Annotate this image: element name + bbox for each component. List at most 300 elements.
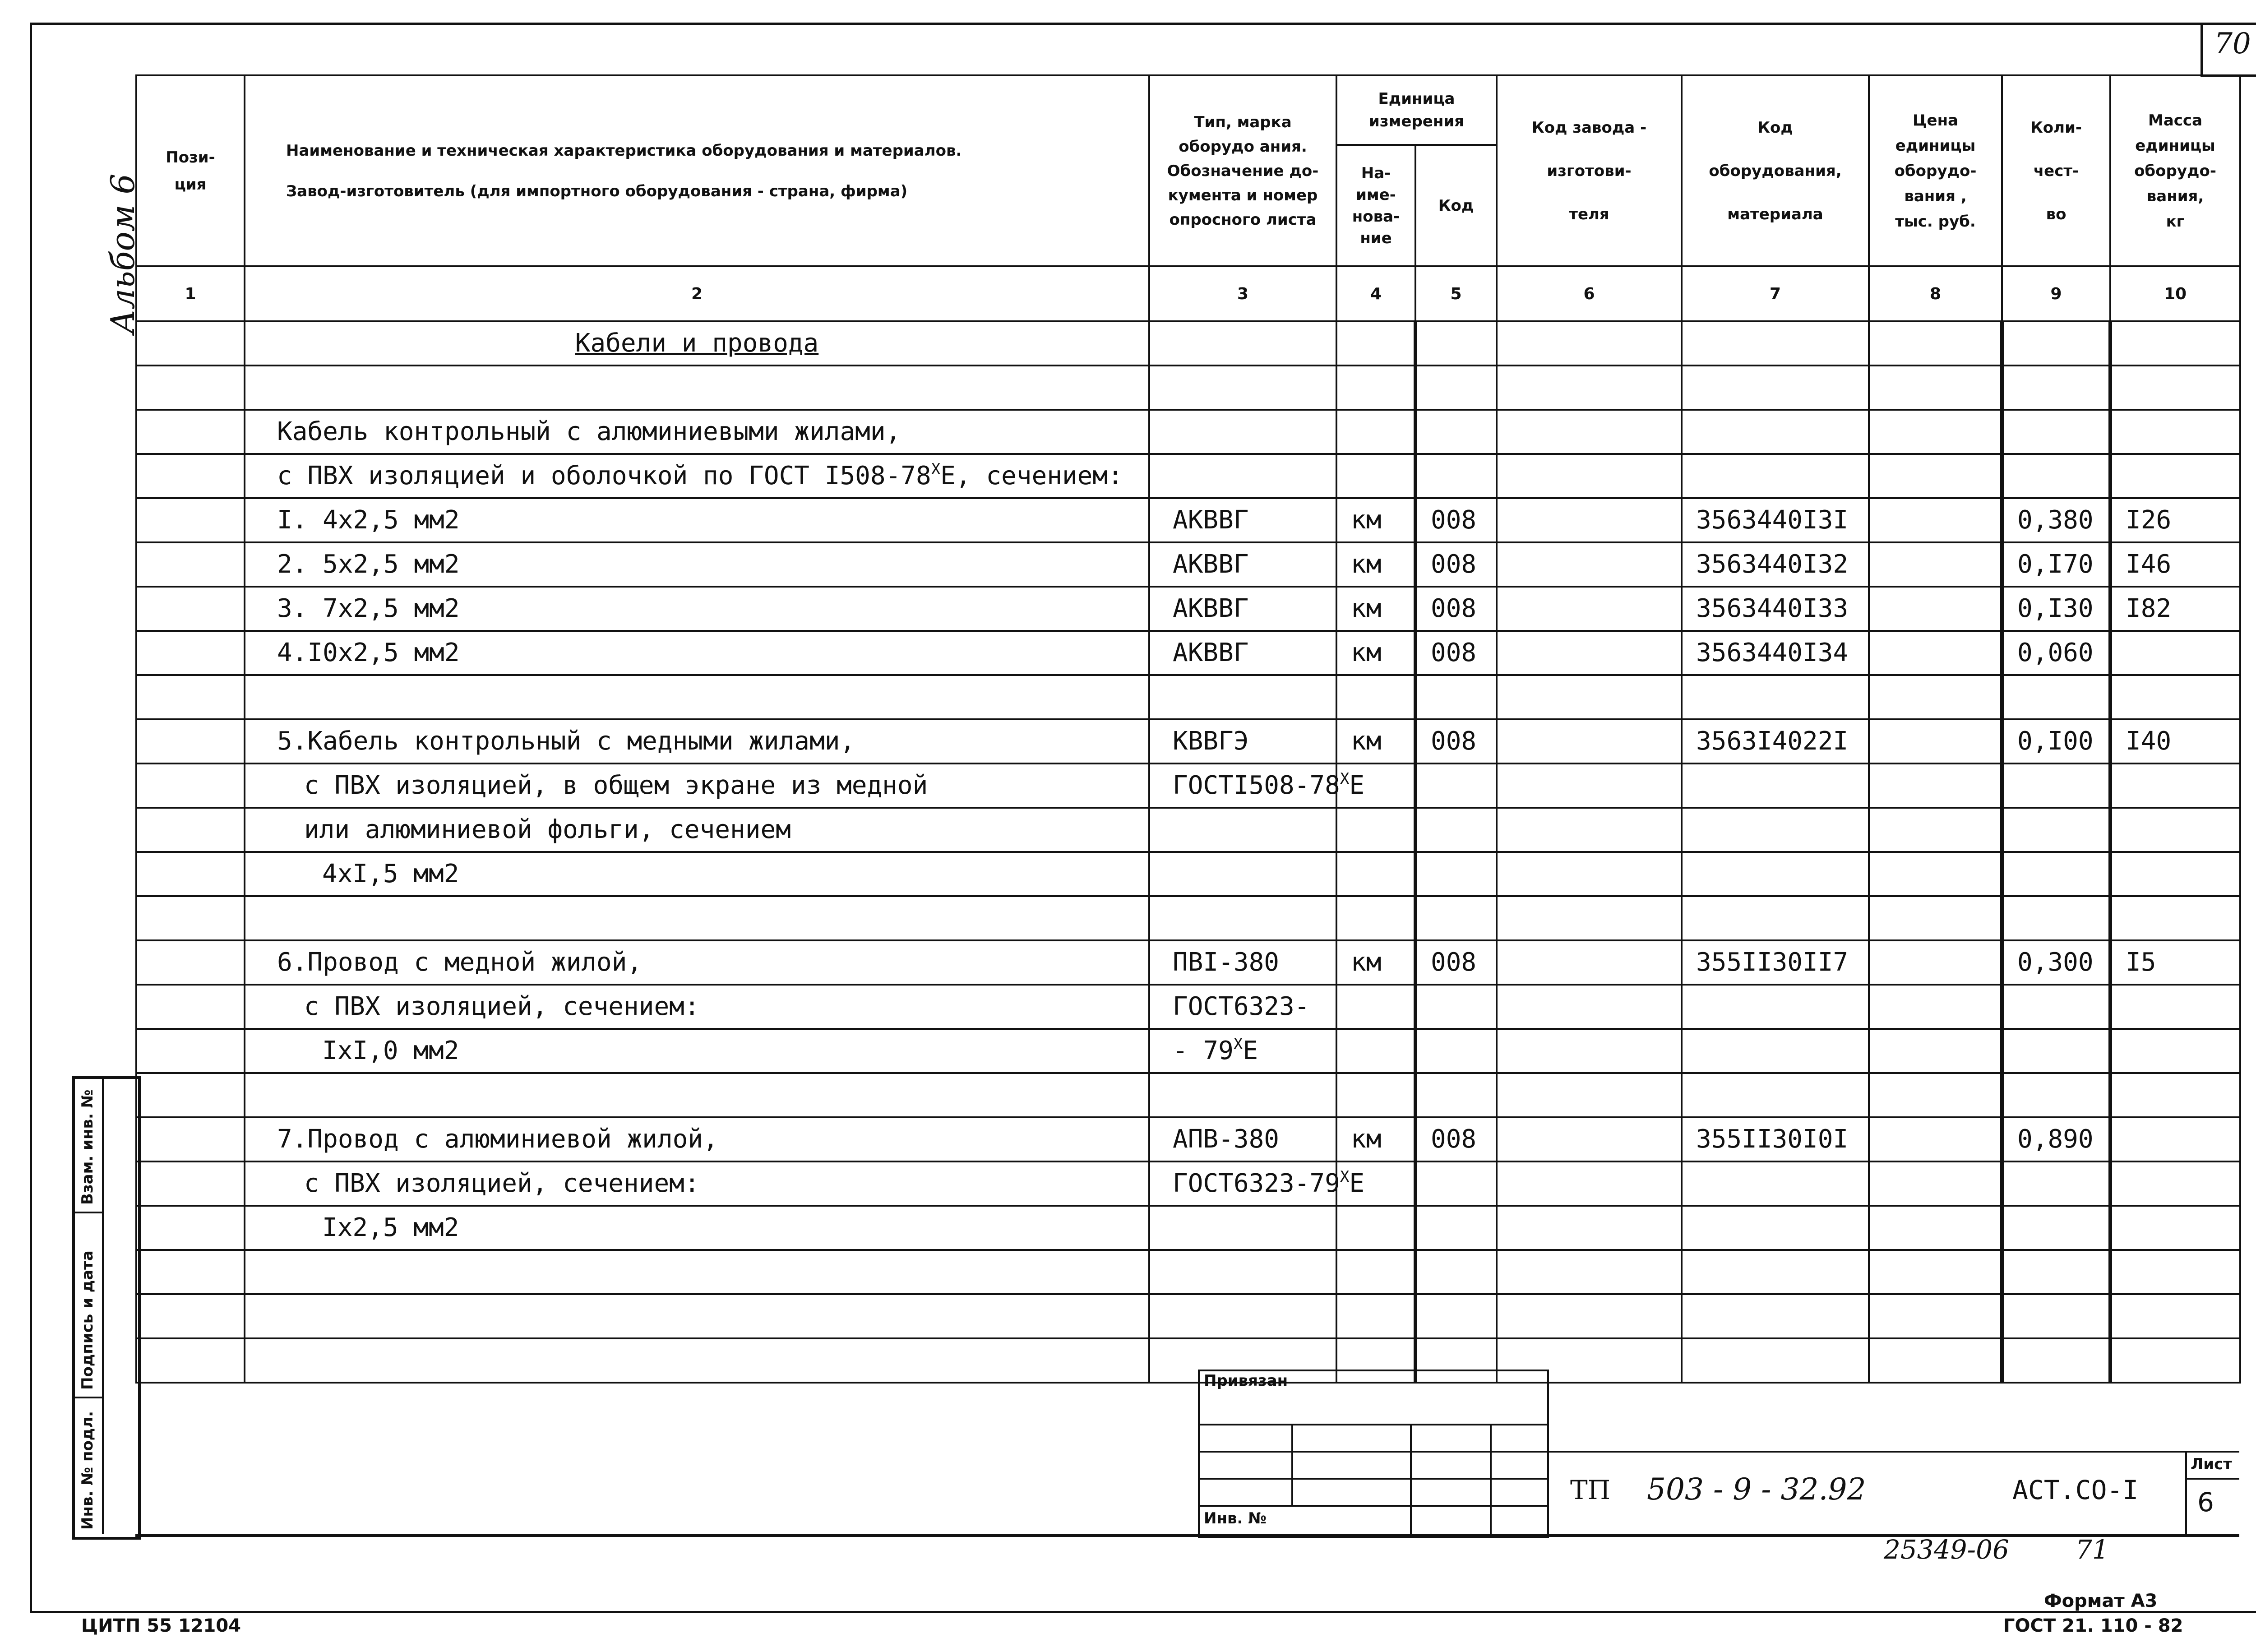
price-cell	[1869, 719, 2002, 764]
mass-cell: I5	[2110, 940, 2240, 985]
equipment-code-cell	[1682, 985, 1869, 1029]
unit-code-cell	[1415, 764, 1497, 808]
name-cell: 7.Провод с алюминиевой жилой,	[245, 1117, 1149, 1161]
tp-label: ТП	[1570, 1475, 1611, 1505]
quantity-cell	[2002, 852, 2110, 896]
position-cell	[136, 1206, 245, 1250]
price-cell	[1869, 985, 2002, 1029]
column-number: 5	[1415, 266, 1497, 321]
quantity-cell: 0,I70	[2002, 542, 2110, 587]
equipment-code-cell: 3563440I34	[1682, 631, 1869, 675]
unit-code-cell	[1415, 1294, 1497, 1338]
mass-cell	[2110, 321, 2240, 366]
unit-cell	[1336, 808, 1415, 852]
unit-code-cell	[1415, 1029, 1497, 1073]
column-numbers-row	[136, 266, 2240, 321]
name-cell	[245, 1250, 1149, 1294]
unit-code-cell	[1415, 896, 1497, 940]
table-row	[136, 410, 2240, 454]
quantity-cell	[2002, 454, 2110, 498]
price-cell	[1869, 896, 2002, 940]
quantity-cell	[2002, 675, 2110, 719]
quantity-cell: 0,890	[2002, 1117, 2110, 1161]
header-unit-code: Код	[1415, 145, 1497, 266]
name-cell	[245, 896, 1149, 940]
header-position: Пози- ция	[136, 75, 245, 266]
price-cell	[1869, 1294, 2002, 1338]
header-type: Тип, марка оборудо ания. Обозначение до- кумента и номер опросного листа	[1149, 75, 1336, 266]
album-label: Альбом 6	[104, 173, 142, 334]
equipment-code-cell	[1682, 1073, 1869, 1117]
quantity-cell: 0,I00	[2002, 719, 2110, 764]
privyazan-hline4	[1198, 1505, 1547, 1507]
table-row	[136, 852, 2240, 896]
unit-code-cell: 008	[1415, 631, 1497, 675]
mass-cell: I26	[2110, 498, 2240, 542]
equipment-code-cell	[1682, 1294, 1869, 1338]
unit-code-cell	[1415, 808, 1497, 852]
mark-cell	[1149, 808, 1336, 852]
equipment-code-cell	[1682, 896, 1869, 940]
table-row	[136, 1117, 2240, 1161]
unit-cell	[1336, 1206, 1415, 1250]
unit-code-cell	[1415, 1250, 1497, 1294]
quantity-cell	[2002, 1250, 2110, 1294]
table-row	[136, 454, 2240, 498]
table-row	[136, 587, 2240, 631]
plant-code-cell	[1497, 1029, 1682, 1073]
position-cell	[136, 1073, 245, 1117]
price-cell	[1869, 1073, 2002, 1117]
header-equipment-code: Код оборудования, материала	[1682, 75, 1869, 266]
position-cell	[136, 675, 245, 719]
privyazan-hline3	[1198, 1478, 1547, 1480]
mass-cell	[2110, 631, 2240, 675]
position-cell	[136, 1250, 245, 1294]
mark-cell	[1149, 1206, 1336, 1250]
quantity-cell: 0,300	[2002, 940, 2110, 985]
mark-cell: КВВГЭ	[1149, 719, 1336, 764]
vzam-inv-label: Взам. инв. №	[79, 1089, 97, 1205]
quantity-cell: 0,380	[2002, 498, 2110, 542]
equipment-code-cell: 355II30II7	[1682, 940, 1869, 985]
table-row	[136, 1073, 2240, 1117]
mark-cell: ГОСТ6323-	[1149, 985, 1336, 1029]
quantity-cell	[2002, 1161, 2110, 1206]
unit-cell: км	[1336, 631, 1415, 675]
unit-cell	[1336, 1073, 1415, 1117]
plant-code-cell	[1497, 454, 1682, 498]
name-cell: с ПВХ изоляцией, сечением:	[245, 985, 1149, 1029]
left-strip-divider	[102, 1076, 104, 1534]
name-cell: 4.I0х2,5 мм2	[245, 631, 1149, 675]
mass-cell	[2110, 454, 2240, 498]
column-number: 10	[2110, 266, 2240, 321]
mass-cell	[2110, 852, 2240, 896]
column-number: 1	[136, 266, 245, 321]
equipment-code-cell	[1682, 454, 1869, 498]
mass-cell	[2110, 366, 2240, 410]
unit-code-cell	[1415, 454, 1497, 498]
mark-cell: - $79^ХЕ$	[1149, 1029, 1336, 1073]
table-row	[136, 808, 2240, 852]
table-row	[136, 1161, 2240, 1206]
quantity-cell	[2002, 321, 2110, 366]
name-cell: с ПВХ изоляцией, в общем экране из медной	[245, 764, 1149, 808]
equipment-code-cell	[1682, 764, 1869, 808]
mark-cell	[1149, 410, 1336, 454]
mass-cell: I40	[2110, 719, 2240, 764]
list-label: Лист	[2191, 1455, 2232, 1473]
plant-code-cell	[1497, 1294, 1682, 1338]
mass-cell	[2110, 896, 2240, 940]
plant-code-cell	[1497, 631, 1682, 675]
unit-cell	[1336, 896, 1415, 940]
quantity-cell: 0,060	[2002, 631, 2110, 675]
position-cell	[136, 1029, 245, 1073]
price-cell	[1869, 321, 2002, 366]
unit-code-cell: 008	[1415, 719, 1497, 764]
mass-cell	[2110, 1206, 2240, 1250]
name-cell	[245, 1294, 1149, 1338]
unit-code-cell	[1415, 1161, 1497, 1206]
header-price: Цена единицы оборудо- вания , тыс. руб.	[1869, 75, 2002, 266]
price-cell	[1869, 675, 2002, 719]
name-cell: Кабель контрольный с алюминиевыми жилами,	[245, 410, 1149, 454]
unit-cell	[1336, 321, 1415, 366]
equipment-code-cell: 3563440I33	[1682, 587, 1869, 631]
mass-cell: I82	[2110, 587, 2240, 631]
mark-cell	[1149, 675, 1336, 719]
table-body	[136, 321, 2240, 1383]
mass-cell	[2110, 410, 2240, 454]
unit-cell	[1336, 1294, 1415, 1338]
mass-cell	[2110, 764, 2240, 808]
title-block-hline	[1545, 1451, 2239, 1453]
table-row	[136, 1338, 2240, 1383]
privyazan-hline1	[1198, 1424, 1547, 1425]
mass-cell: I46	[2110, 542, 2240, 587]
mark-cell: АКВВГ	[1149, 542, 1336, 587]
equipment-code-cell: 355II30I0I	[1682, 1117, 1869, 1161]
header-mass: Масса единицы оборудо- вания, кг	[2110, 75, 2240, 266]
quantity-cell	[2002, 1338, 2110, 1383]
price-cell	[1869, 366, 2002, 410]
mark-cell	[1149, 321, 1336, 366]
table-row	[136, 1029, 2240, 1073]
name-cell: 5.Кабель контрольный с медными жилами,	[245, 719, 1149, 764]
gost-label: ГОСТ 21. 110 - 82	[2003, 1615, 2183, 1636]
plant-code-cell	[1497, 366, 1682, 410]
specification-table	[135, 74, 2241, 1384]
price-cell	[1869, 1250, 2002, 1294]
equipment-code-cell	[1682, 1250, 1869, 1294]
mass-cell	[2110, 985, 2240, 1029]
equipment-code-cell: 3563440I3I	[1682, 498, 1869, 542]
doc-number: 503 - 9 - 32.92	[1647, 1472, 1866, 1507]
equipment-code-cell: 3563440I32	[1682, 542, 1869, 587]
position-cell	[136, 454, 245, 498]
equipment-code-cell	[1682, 808, 1869, 852]
name-cell	[245, 1073, 1149, 1117]
table-row	[136, 940, 2240, 985]
quantity-cell	[2002, 1294, 2110, 1338]
unit-cell	[1336, 675, 1415, 719]
column-number: 7	[1682, 266, 1869, 321]
archive-page: 71	[2076, 1534, 2109, 1565]
position-cell	[136, 852, 245, 896]
price-cell	[1869, 631, 2002, 675]
position-cell	[136, 719, 245, 764]
name-cell: 6.Провод с медной жилой,	[245, 940, 1149, 985]
mark-cell	[1149, 1073, 1336, 1117]
equipment-code-cell	[1682, 852, 1869, 896]
quantity-cell	[2002, 1029, 2110, 1073]
table-row	[136, 764, 2240, 808]
unit-cell: км	[1336, 587, 1415, 631]
equipment-code-cell	[1682, 1161, 1869, 1206]
unit-code-cell: 008	[1415, 1117, 1497, 1161]
unit-cell	[1336, 852, 1415, 896]
unit-cell	[1336, 410, 1415, 454]
unit-code-cell	[1415, 366, 1497, 410]
price-cell	[1869, 1206, 2002, 1250]
header-unit-name: На- име- нова- ние	[1336, 145, 1415, 266]
position-cell	[136, 498, 245, 542]
table-row	[136, 719, 2240, 764]
mark-cell	[1149, 1250, 1336, 1294]
equipment-code-cell	[1682, 410, 1869, 454]
equipment-code-cell	[1682, 1206, 1869, 1250]
price-cell	[1869, 587, 2002, 631]
mark-cell: АПВ-380	[1149, 1117, 1336, 1161]
quantity-cell: 0,I30	[2002, 587, 2110, 631]
name-cell: или алюминиевой фольги, сечением	[245, 808, 1149, 852]
price-cell	[1869, 454, 2002, 498]
table-row	[136, 896, 2240, 940]
unit-cell: км	[1336, 719, 1415, 764]
unit-cell	[1336, 1029, 1415, 1073]
doc-code: АСТ.СО-I	[2012, 1475, 2139, 1505]
plant-code-cell	[1497, 940, 1682, 985]
position-cell	[136, 1117, 245, 1161]
citp-label: ЦИТП 55 12104	[81, 1615, 241, 1636]
mark-cell	[1149, 454, 1336, 498]
unit-cell: км	[1336, 542, 1415, 587]
position-cell	[136, 896, 245, 940]
plant-code-cell	[1497, 542, 1682, 587]
quantity-cell	[2002, 896, 2110, 940]
price-cell	[1869, 764, 2002, 808]
header-plant-code: Код завода - изготови- теля	[1497, 75, 1682, 266]
price-cell	[1869, 852, 2002, 896]
mass-cell	[2110, 1250, 2240, 1294]
equipment-code-cell	[1682, 321, 1869, 366]
position-cell	[136, 764, 245, 808]
price-cell	[1869, 542, 2002, 587]
position-cell	[136, 587, 245, 631]
mass-cell	[2110, 675, 2240, 719]
name-cell: 4хI,5 мм2	[245, 852, 1149, 896]
table-row	[136, 985, 2240, 1029]
plant-code-cell	[1497, 587, 1682, 631]
mass-cell	[2110, 1117, 2240, 1161]
mass-cell	[2110, 1029, 2240, 1073]
quantity-cell	[2002, 410, 2110, 454]
plant-code-cell	[1497, 410, 1682, 454]
unit-cell	[1336, 1250, 1415, 1294]
unit-code-cell: 008	[1415, 498, 1497, 542]
equipment-code-cell	[1682, 1338, 1869, 1383]
left-strip-sep1	[72, 1212, 104, 1213]
header-quantity: Коли- чест- во	[2002, 75, 2110, 266]
price-cell	[1869, 410, 2002, 454]
table-row	[136, 675, 2240, 719]
equipment-code-cell	[1682, 366, 1869, 410]
archive-number: 25349-06	[1884, 1534, 2009, 1565]
mark-cell: АКВВГ	[1149, 498, 1336, 542]
quantity-cell	[2002, 366, 2110, 410]
plant-code-cell	[1497, 896, 1682, 940]
name-cell: 2. 5х2,5 мм2	[245, 542, 1149, 587]
name-cell	[245, 675, 1149, 719]
header-unit-group: Единица измерения	[1336, 75, 1497, 145]
column-number: 9	[2002, 266, 2110, 321]
unit-code-cell	[1415, 321, 1497, 366]
mark-cell	[1149, 366, 1336, 410]
table-row	[136, 1294, 2240, 1338]
column-number: 3	[1149, 266, 1336, 321]
unit-cell	[1336, 366, 1415, 410]
quantity-cell	[2002, 764, 2110, 808]
position-cell	[136, 985, 245, 1029]
name-cell: с ПВХ изоляцией и оболочкой по ГОСТ $I508-78^ХЕ$, сечением:	[245, 454, 1149, 498]
column-number: 6	[1497, 266, 1682, 321]
plant-code-cell	[1497, 498, 1682, 542]
position-cell	[136, 1161, 245, 1206]
position-cell	[136, 1338, 245, 1383]
position-cell	[136, 1294, 245, 1338]
unit-cell	[1336, 454, 1415, 498]
sheet-corner-number: 70	[2214, 27, 2251, 60]
inv-no-label: Инв. №	[1204, 1509, 1267, 1527]
quantity-cell	[2002, 1206, 2110, 1250]
table-row	[136, 498, 2240, 542]
equipment-code-cell	[1682, 1029, 1869, 1073]
price-cell	[1869, 1117, 2002, 1161]
unit-code-cell	[1415, 410, 1497, 454]
column-number: 2	[245, 266, 1149, 321]
plant-code-cell	[1497, 1206, 1682, 1250]
name-cell: Кабели и провода	[245, 321, 1149, 366]
mass-cell	[2110, 1338, 2240, 1383]
price-cell	[1869, 940, 2002, 985]
plant-code-cell	[1497, 1117, 1682, 1161]
unit-code-cell	[1415, 852, 1497, 896]
mark-cell: АКВВГ	[1149, 587, 1336, 631]
table-row	[136, 1206, 2240, 1250]
privyazan-label: Привязан	[1204, 1372, 1288, 1390]
unit-code-cell	[1415, 1073, 1497, 1117]
quantity-cell	[2002, 1073, 2110, 1117]
price-cell	[1869, 1161, 2002, 1206]
table-row	[136, 542, 2240, 587]
plant-code-cell	[1497, 764, 1682, 808]
mark-cell	[1149, 852, 1336, 896]
quantity-cell	[2002, 808, 2110, 852]
name-cell: Iх2,5 мм2	[245, 1206, 1149, 1250]
plant-code-cell	[1497, 719, 1682, 764]
unit-code-cell: 008	[1415, 542, 1497, 587]
unit-code-cell	[1415, 985, 1497, 1029]
price-cell	[1869, 1029, 2002, 1073]
unit-cell	[1336, 985, 1415, 1029]
column-number: 8	[1869, 266, 2002, 321]
price-cell	[1869, 1338, 2002, 1383]
plant-code-cell	[1497, 1161, 1682, 1206]
plant-code-cell	[1497, 808, 1682, 852]
format-label: Формат А3	[2044, 1591, 2158, 1611]
header-name: Наименование и техническая характеристика оборудования и материалов. Завод-изготовитель (для импортного оборудования - страна, фирма)	[245, 75, 1149, 266]
name-cell: с ПВХ изоляцией, сечением:	[245, 1161, 1149, 1206]
unit-cell: км	[1336, 940, 1415, 985]
table-row	[136, 321, 2240, 366]
privyazan-vline2	[1410, 1424, 1412, 1534]
position-cell	[136, 808, 245, 852]
list-number: 6	[2197, 1487, 2214, 1518]
mark-cell: АКВВГ	[1149, 631, 1336, 675]
unit-code-cell: 008	[1415, 587, 1497, 631]
position-cell	[136, 410, 245, 454]
plant-code-cell	[1497, 321, 1682, 366]
position-cell	[136, 631, 245, 675]
mark-cell	[1149, 896, 1336, 940]
name-cell	[245, 1338, 1149, 1383]
mark-cell: $ГОСТI508-78^ХЕ$	[1149, 764, 1336, 808]
name-cell	[245, 366, 1149, 410]
name-cell: 3. 7х2,5 мм2	[245, 587, 1149, 631]
column-number: 4	[1336, 266, 1415, 321]
price-cell	[1869, 498, 2002, 542]
mass-cell	[2110, 1073, 2240, 1117]
unit-code-cell	[1415, 1206, 1497, 1250]
plant-code-cell	[1497, 675, 1682, 719]
unit-code-cell	[1415, 675, 1497, 719]
position-cell	[136, 542, 245, 587]
mass-cell	[2110, 1294, 2240, 1338]
mass-cell	[2110, 1161, 2240, 1206]
equipment-code-cell: 3563I4022I	[1682, 719, 1869, 764]
table-row	[136, 366, 2240, 410]
plant-code-cell	[1497, 1250, 1682, 1294]
mass-cell	[2110, 808, 2240, 852]
mark-cell	[1149, 1294, 1336, 1338]
left-strip-sep2	[72, 1397, 104, 1398]
plant-code-cell	[1497, 985, 1682, 1029]
privyazan-vline1	[1291, 1424, 1293, 1505]
privyazan-vline3	[1490, 1424, 1492, 1534]
list-box-left	[2185, 1451, 2187, 1534]
equipment-code-cell	[1682, 675, 1869, 719]
mark-cell: ПВI-380	[1149, 940, 1336, 985]
unit-code-cell: 008	[1415, 940, 1497, 985]
position-cell	[136, 321, 245, 366]
position-cell	[136, 366, 245, 410]
table-row	[136, 1250, 2240, 1294]
table-row	[136, 631, 2240, 675]
inv-podl-label: Инв. № подл.	[79, 1411, 97, 1530]
plant-code-cell	[1497, 852, 1682, 896]
